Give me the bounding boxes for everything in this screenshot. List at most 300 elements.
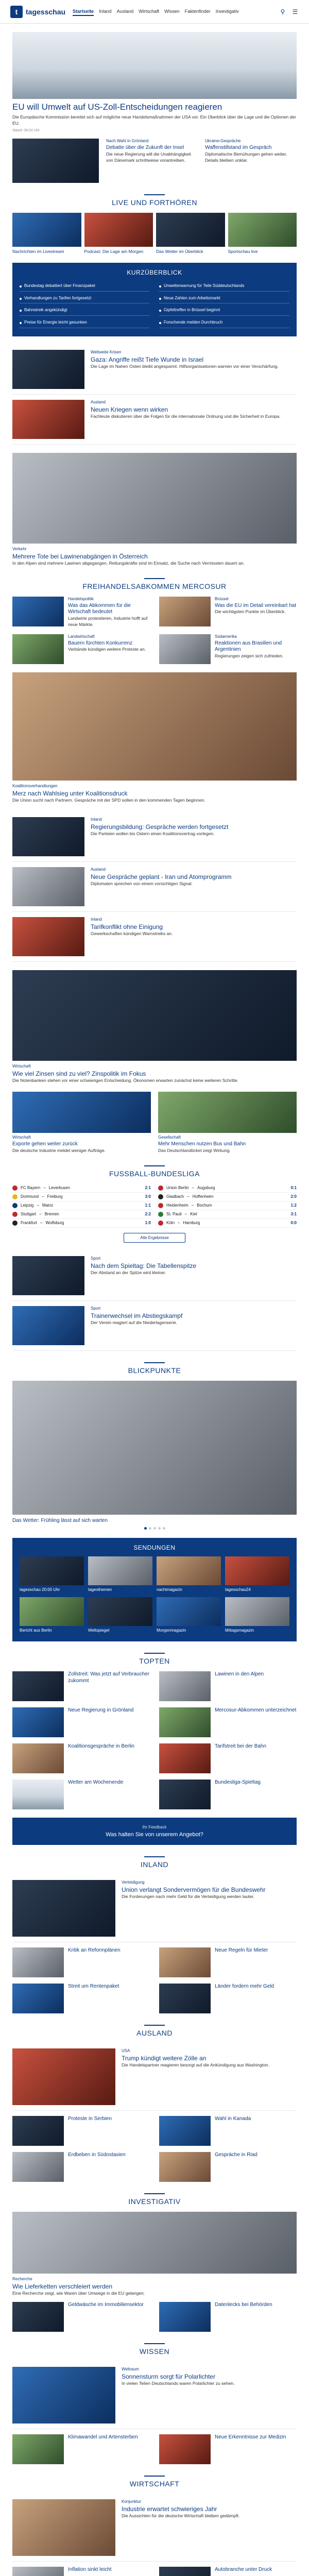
tile-image[interactable] xyxy=(159,1743,211,1773)
list-item-kicker: Ausland xyxy=(91,399,106,404)
short-item[interactable] xyxy=(159,306,289,316)
short-item[interactable] xyxy=(159,318,289,328)
list-item-title[interactable]: Neuen Kriegen wenn wirken xyxy=(91,405,168,413)
tile-title[interactable]: Zollstreit: Was jetzt auf Verbraucher zukommt xyxy=(68,1671,150,1684)
nav-item[interactable]: Inland xyxy=(99,8,112,14)
logo-text: tagesschau xyxy=(26,7,66,16)
list-item-title[interactable]: Sonnensturm sorgt für Polarlichter xyxy=(122,2373,216,2380)
football-results xyxy=(12,1184,297,1228)
short-overview-title: KURZÜBERBLICK xyxy=(127,268,182,276)
tile-image[interactable] xyxy=(159,634,211,664)
short-item[interactable] xyxy=(159,281,289,292)
wissen-title xyxy=(12,2343,297,2355)
live-card[interactable] xyxy=(156,213,225,255)
tile[interactable] xyxy=(159,2302,297,2332)
carousel-dots[interactable] xyxy=(12,1527,297,1530)
tile-image[interactable] xyxy=(159,1984,211,2013)
lead-title[interactable]: Merz nach Wahlsieg unter Koalitionsdruck xyxy=(12,789,128,797)
match-score: 2:0 xyxy=(290,1194,297,1199)
tile-image[interactable] xyxy=(159,2567,211,2576)
sub-story[interactable] xyxy=(106,139,198,183)
football-title-text: FUSSBALL-BUNDESLIGA xyxy=(109,1169,200,1178)
show-card[interactable] xyxy=(225,1556,289,1592)
wire-kicker: Wirtschaft xyxy=(12,1063,31,1069)
teaser-card-image[interactable] xyxy=(158,1092,297,1133)
show-card[interactable] xyxy=(20,1556,84,1592)
list-item-image[interactable] xyxy=(12,2048,115,2105)
nav-item[interactable]: Faktenfinder xyxy=(184,8,211,14)
live-card[interactable] xyxy=(84,213,153,255)
home-team: FC Bayern xyxy=(21,1185,41,1191)
live-card-image[interactable] xyxy=(228,213,297,247)
tile-image[interactable] xyxy=(12,1743,64,1773)
match-score: 0:0 xyxy=(290,1221,297,1226)
football-column xyxy=(12,1184,151,1228)
home-team: Dortmund xyxy=(21,1194,39,1199)
top-story[interactable] xyxy=(12,32,297,132)
tile[interactable] xyxy=(12,2567,150,2576)
list-item-title[interactable]: Union verlangt Sondervermögen für die Bundeswehr xyxy=(122,1886,266,1894)
match-row[interactable]: St. Pauli – Kiel 3:1 xyxy=(158,1210,297,1219)
list-item-kicker: Inland xyxy=(91,917,102,922)
investigativ-lead-title[interactable]: Wie Lieferketten verschleiert werden xyxy=(12,2283,113,2291)
tile[interactable] xyxy=(12,2152,150,2182)
tile-title[interactable]: Neue Erkenntnisse zur Medizin xyxy=(215,2434,286,2440)
tile[interactable] xyxy=(159,1947,297,1977)
tile-image[interactable] xyxy=(159,2434,211,2464)
list-item-image[interactable] xyxy=(12,1256,84,1295)
list-item-image[interactable] xyxy=(12,400,84,439)
tile-title[interactable]: Tarifstreit bei der Bahn xyxy=(215,1743,267,1750)
tile[interactable] xyxy=(159,634,297,664)
sport-news xyxy=(12,1251,297,1351)
list-item-title[interactable]: Trainerwechsel im Abstiegskampf xyxy=(91,1312,183,1319)
tile[interactable] xyxy=(12,597,150,628)
match-score: 2:1 xyxy=(145,1185,151,1191)
live-card-image[interactable] xyxy=(156,213,225,247)
list-item-teaser: Die Parteien wollen bis Ostern einen Koalitionsvertrag vorlegen. xyxy=(91,831,215,836)
nav-item[interactable]: Ausland xyxy=(116,8,134,14)
tile-title[interactable]: Streit um Rentenpaket xyxy=(68,1984,119,1990)
top-story-image[interactable] xyxy=(12,32,297,99)
tile-teaser: Regierungen zeigen sich zufrieden. xyxy=(215,653,284,658)
investigativ-kicker: Recherche xyxy=(12,2277,32,2282)
investigativ-image[interactable] xyxy=(12,2212,297,2274)
show-card[interactable] xyxy=(157,1556,221,1592)
tile-title[interactable]: Was die EU im Detail vereinbart hat xyxy=(215,602,297,608)
sub-story-title[interactable]: Waffenstillstand im Gespräch xyxy=(205,145,272,151)
wirtschaft-title xyxy=(12,2476,297,2488)
show-label: Weltspiegel xyxy=(88,1628,110,1633)
show-image[interactable] xyxy=(20,1556,84,1585)
tile[interactable] xyxy=(12,1780,150,1809)
tile[interactable] xyxy=(12,2434,150,2464)
tile[interactable] xyxy=(12,1984,150,2013)
short-item[interactable] xyxy=(20,294,150,304)
tile[interactable] xyxy=(159,597,297,628)
tile-image[interactable] xyxy=(12,2567,64,2576)
tile[interactable] xyxy=(159,2116,297,2146)
sub-story-kicker: Ukraine-Gespräche xyxy=(205,139,241,144)
tile-image[interactable] xyxy=(12,1984,64,2013)
tile-title[interactable]: Neue Regierung in Grönland xyxy=(68,1707,134,1714)
home-team: Union Berlin xyxy=(166,1185,189,1191)
live-card[interactable] xyxy=(228,213,297,255)
tile-image[interactable] xyxy=(12,1671,64,1701)
tile[interactable] xyxy=(159,1671,297,1701)
list-item-kicker: Sport xyxy=(91,1256,101,1261)
feature-story[interactable] xyxy=(12,453,297,567)
top-story-teaser: Die Europäische Kommission bereitet sich auf mögliche neue Handelsmaßnahmen der USA vor. Ein Überblick über die Lage und die Optionen der EU. xyxy=(12,114,296,126)
home-team: Heidenheim xyxy=(166,1203,188,1208)
match-row[interactable]: Gladbach – Hoffenheim 2:0 xyxy=(158,1193,297,1201)
short-item-text: Forschende melden Durchbruch xyxy=(164,320,223,325)
tile-title[interactable]: Geldwäsche im Immobiliensektor xyxy=(68,2302,144,2308)
list-item-teaser: Die Forderungen nach mehr Geld für die Verteidigung werden lauter. xyxy=(122,1894,254,1900)
feature-kicker: Verkehr xyxy=(12,546,27,551)
tile-title[interactable]: Länder fordern mehr Geld xyxy=(215,1984,274,1990)
short-item[interactable] xyxy=(20,281,150,292)
show-label: Bericht aus Berlin xyxy=(20,1628,52,1633)
sub-story-image[interactable] xyxy=(12,139,99,183)
tile-image[interactable] xyxy=(159,2152,211,2182)
away-team: Augsburg xyxy=(197,1185,215,1191)
show-card[interactable] xyxy=(157,1597,221,1633)
top-story-time: Stand: 09:24 Uhr xyxy=(12,129,40,133)
blick-title-text: BLICKPUNKTE xyxy=(128,1366,181,1375)
nav-item[interactable]: Startseite xyxy=(73,8,94,16)
list-item-image[interactable] xyxy=(12,1880,115,1937)
teaser-card[interactable] xyxy=(12,1092,151,1154)
shows-title: SENDUNGEN xyxy=(133,1544,176,1552)
tile-title[interactable]: Bundesliga-Spieltag xyxy=(215,1780,261,1786)
politics-title xyxy=(12,578,297,590)
sub-story-teaser: Die neue Regierung will die Unabhängigkeit von Dänemark schrittweise vorantreiben. xyxy=(106,151,191,163)
tile-image[interactable] xyxy=(12,2152,64,2182)
promo-title[interactable]: Was halten Sie von unserem Angebot? xyxy=(106,1832,203,1838)
tile-title[interactable]: Mercosur-Abkommen unterzeichnet xyxy=(215,1707,297,1714)
search-icon[interactable]: ⚲ xyxy=(280,8,285,15)
list-item-title[interactable]: Trump kündigt weitere Zölle an xyxy=(122,2055,207,2062)
sub-stories xyxy=(12,139,297,183)
politics-grid xyxy=(12,597,297,664)
tile-image[interactable] xyxy=(159,1780,211,1809)
home-team: St. Pauli xyxy=(166,1212,182,1217)
ausland-grid xyxy=(12,2116,297,2182)
feature-title[interactable]: Mehrere Tote bei Lawinenabgängen in Österreich xyxy=(12,552,148,560)
list-item-kicker: Konjunktur xyxy=(122,2499,142,2504)
home-team: Gladbach xyxy=(166,1194,184,1199)
tile-image[interactable] xyxy=(12,1780,64,1809)
tile-title[interactable]: Gespräche in Riad xyxy=(215,2152,258,2158)
football-more-button[interactable]: Alle Ergebnisse xyxy=(124,1233,185,1243)
tile-image[interactable] xyxy=(159,1671,211,1701)
short-item-text: Gipfeltreffen in Brüssel beginnt xyxy=(164,308,220,313)
tile-image[interactable] xyxy=(12,634,64,664)
list-item-teaser: Die Lage im Nahen Osten bleibt angespannt. Hilfsorganisationen warnen vor einer Verschärfung. xyxy=(91,363,279,369)
top-stories-title xyxy=(12,1653,297,1665)
tile[interactable] xyxy=(159,1984,297,2013)
lead-image[interactable] xyxy=(12,672,297,781)
tile-title[interactable]: Wahl in Kanada xyxy=(215,2116,251,2122)
list-item[interactable] xyxy=(12,2043,297,2111)
list-item-image[interactable] xyxy=(12,2499,115,2556)
show-label: tagesschau 20:00 Uhr xyxy=(20,1587,60,1592)
away-team: Bremen xyxy=(44,1212,59,1217)
list-item-title[interactable]: Regierungsbildung: Gespräche werden fortgesetzt xyxy=(91,823,229,831)
tile[interactable] xyxy=(12,1947,150,1977)
lead-teaser: Die Union sucht nach Partnern. Gespräche mit der SPD sollen in den kommenden Tagen beginnen. xyxy=(12,797,205,803)
tile-image[interactable] xyxy=(159,597,211,626)
live-card-image[interactable] xyxy=(84,213,153,247)
nav-item[interactable]: Wirtschaft xyxy=(139,8,160,14)
inland-title-text: INLAND xyxy=(140,1860,169,1869)
blick-caption[interactable]: Das Wetter: Frühling lässt auf sich warten xyxy=(12,1517,108,1523)
list-item-teaser: Fachleute diskutieren über die Folgen für die internationale Ordnung und die Sicherheit in Europa. xyxy=(91,413,281,419)
list-item[interactable] xyxy=(12,1875,297,1942)
show-image[interactable] xyxy=(225,1597,289,1626)
match-row[interactable]: Köln – Hamburg 0:0 xyxy=(158,1219,297,1228)
tile-title[interactable]: Erdbeben in Südostasien xyxy=(68,2152,126,2158)
tile-image[interactable] xyxy=(12,1947,64,1977)
list-item-image[interactable] xyxy=(12,1306,84,1345)
tile-title[interactable]: Reaktionen aus Brasilien und Argentinien xyxy=(215,640,282,653)
match-row[interactable]: Heidenheim – Bochum 1:2 xyxy=(158,1201,297,1210)
tile-title[interactable]: Autobranche unter Druck xyxy=(215,2567,272,2572)
inland-title xyxy=(12,1856,297,1869)
list-item-image[interactable] xyxy=(12,867,84,906)
match-row[interactable]: Frankfurt – Wolfsburg 1:0 xyxy=(12,1219,151,1228)
tile-kicker: Südamerika xyxy=(215,634,237,639)
tile[interactable] xyxy=(12,1707,150,1737)
match-score: 1:0 xyxy=(145,1221,151,1226)
tile-title[interactable]: Wetter am Wochenende xyxy=(68,1780,124,1786)
home-team: Leipzig xyxy=(21,1203,34,1208)
teaser-card-image[interactable] xyxy=(12,1092,151,1133)
politics-title-text: FREIHANDELSABKOMMEN MERCOSUR xyxy=(82,582,227,590)
tile-kicker: Handelspolitik xyxy=(68,596,94,601)
list-item-title[interactable]: Tarifkonflikt ohne Einigung xyxy=(91,923,163,930)
list-item-title[interactable]: Neue Gespräche geplant - Iran und Atomprogramm xyxy=(91,873,232,880)
short-item-text: Bundestag debattiert über Finanzpaket xyxy=(24,283,95,288)
list-item-image[interactable] xyxy=(12,2367,115,2424)
live-card-image[interactable] xyxy=(12,213,81,247)
live-card-label[interactable]: Nachrichten im Livestream xyxy=(12,249,64,255)
show-image[interactable] xyxy=(20,1597,84,1626)
live-card-label[interactable]: Das Wetter im Überblick xyxy=(156,249,203,255)
blick-image[interactable] xyxy=(12,1381,297,1515)
list-item-teaser: Die Handelspartner reagieren besorgt auf die Ankündigung aus Washington. xyxy=(122,2062,269,2068)
tile-title[interactable]: Kritik an Reformplänen xyxy=(68,1947,121,1954)
list-item-image[interactable] xyxy=(12,817,84,856)
news-list xyxy=(12,345,297,445)
wire-story[interactable] xyxy=(12,970,297,1084)
home-team: Stuttgart xyxy=(21,1212,37,1217)
tile-image[interactable] xyxy=(159,1707,211,1737)
match-row[interactable]: Stuttgart – Bremen 2:2 xyxy=(12,1210,151,1219)
tile-title[interactable]: Lawinen in den Alpen xyxy=(215,1671,264,1677)
list-item-kicker: Sport xyxy=(91,1306,101,1311)
sub-story-title[interactable]: Debatte über die Zukunft der Insel xyxy=(106,145,184,151)
investigativ-grid xyxy=(12,2302,297,2332)
show-image[interactable] xyxy=(225,1556,289,1585)
live-section-title xyxy=(12,194,297,207)
away-team: Hamburg xyxy=(183,1221,200,1226)
list-item-kicker: Weltweite Krisen xyxy=(91,349,122,354)
tile-title[interactable]: Klimawandel und Artensterben xyxy=(68,2434,138,2440)
teaser-card-title[interactable]: Exporte gehen weiter zurück xyxy=(12,1141,78,1147)
match-score: 1:2 xyxy=(290,1203,297,1208)
wire-title[interactable]: Wie viel Zinsen sind zu viel? Zinspolitik im Fokus xyxy=(12,1070,146,1077)
match-row[interactable]: FC Bayern – Leverkusen 2:1 xyxy=(12,1184,151,1193)
list-item[interactable] xyxy=(12,1301,297,1351)
short-item-text: Preise für Energie leicht gesunken xyxy=(24,320,87,325)
tile[interactable] xyxy=(12,2116,150,2146)
tile-title[interactable]: Neue Regeln für Mieter xyxy=(215,1947,268,1954)
short-item[interactable] xyxy=(20,318,150,328)
list-item[interactable] xyxy=(12,912,297,962)
show-card[interactable] xyxy=(20,1597,84,1633)
tile[interactable] xyxy=(159,1707,297,1737)
top-stories-title-text: TOPTEN xyxy=(139,1657,170,1666)
tile[interactable] xyxy=(159,2434,297,2464)
sub-story[interactable] xyxy=(205,139,297,183)
show-label: tagesschau24 xyxy=(225,1587,251,1592)
tile[interactable] xyxy=(159,1743,297,1773)
tile-image[interactable] xyxy=(12,597,64,626)
tile[interactable] xyxy=(159,2152,297,2182)
tile-title[interactable]: Was das Abkommen für die Wirtschaft bedeutet xyxy=(68,602,131,615)
tile[interactable] xyxy=(12,634,150,664)
lead-story[interactable] xyxy=(12,672,297,804)
football-title xyxy=(12,1165,297,1178)
tile-title[interactable]: Bauern fürchten Konkurrenz xyxy=(68,640,133,646)
match-row[interactable]: Union Berlin – Augsburg 0:1 xyxy=(158,1184,297,1193)
away-team: Wolfsburg xyxy=(45,1221,64,1226)
list-item[interactable] xyxy=(12,1251,297,1301)
tile[interactable] xyxy=(159,1780,297,1809)
tile-teaser: Landwirte protestieren, Industrie hofft auf neue Märkte. xyxy=(68,615,148,627)
show-label: nachtmagazin xyxy=(157,1587,182,1592)
logo[interactable] xyxy=(10,6,65,18)
tile-image[interactable] xyxy=(159,2116,211,2146)
wirtschaft-title-text: WIRTSCHAFT xyxy=(129,2480,180,2488)
tile-image[interactable] xyxy=(12,2116,64,2146)
live-card-label[interactable]: Podcast: Die Lage am Morgen xyxy=(84,249,144,255)
header-icons xyxy=(279,8,299,15)
tile-teaser: Verbände kündigen weitere Proteste an. xyxy=(68,647,146,652)
list-item[interactable] xyxy=(12,812,297,862)
tile-image[interactable] xyxy=(159,2302,211,2332)
story-list xyxy=(12,812,297,962)
tile-kicker: Landwirtschaft xyxy=(68,634,95,639)
list-item-kicker: Ausland xyxy=(91,867,106,872)
list-item[interactable] xyxy=(12,2494,297,2562)
home-team: Frankfurt xyxy=(21,1221,38,1226)
short-item-text: Verhandlungen zu Tarifen fortgesetzt xyxy=(24,295,92,300)
list-item-kicker: Verteidigung xyxy=(122,1880,145,1885)
live-card-label[interactable]: Sportschau live xyxy=(228,249,258,255)
live-row xyxy=(12,213,297,255)
list-item[interactable] xyxy=(12,862,297,912)
logo-mark: t xyxy=(10,6,23,18)
tile-image[interactable] xyxy=(12,2302,64,2332)
top-story-title[interactable]: EU will Umwelt auf US-Zoll-Entscheidungen reagieren xyxy=(12,102,222,112)
show-image[interactable] xyxy=(157,1597,221,1626)
top-story-meta xyxy=(12,129,297,132)
list-item-teaser: Der Abstand an der Spitze wird kleiner. xyxy=(91,1269,166,1275)
match-row[interactable]: Dortmund – Freiburg 3:0 xyxy=(12,1193,151,1201)
match-score: 2:2 xyxy=(145,1212,151,1217)
sub-story-kicker: Nach Wahl in Grönland xyxy=(106,139,149,144)
wirtschaft-grid xyxy=(12,2567,297,2576)
wire-image[interactable] xyxy=(12,970,297,1061)
short-item[interactable] xyxy=(159,294,289,304)
tile-title[interactable]: Inflation sinkt leicht xyxy=(68,2567,112,2572)
nav-item[interactable]: Investigativ xyxy=(215,8,239,14)
inland-grid xyxy=(12,1947,297,2013)
tile[interactable] xyxy=(12,1671,150,1701)
tile[interactable] xyxy=(12,2302,150,2332)
tile[interactable] xyxy=(12,1743,150,1773)
list-item-image[interactable] xyxy=(12,917,84,956)
show-image[interactable] xyxy=(88,1556,152,1585)
show-label: Mittagsmagazin xyxy=(225,1628,254,1633)
list-item-title[interactable]: Nach dem Spieltag: Die Tabellenspitze xyxy=(91,1262,197,1269)
list-item[interactable] xyxy=(12,2362,297,2429)
match-score: 0:1 xyxy=(290,1185,297,1191)
feedback-promo[interactable] xyxy=(12,1818,297,1845)
tile-title[interactable]: Datenlecks bei Behörden xyxy=(215,2302,272,2308)
list-item[interactable] xyxy=(12,345,297,395)
teaser-card-title[interactable]: Mehr Menschen nutzen Bus und Bahn xyxy=(158,1141,246,1147)
tile-image[interactable] xyxy=(159,1947,211,1977)
match-score: 3:1 xyxy=(290,1212,297,1217)
show-image[interactable] xyxy=(88,1597,152,1626)
short-overview-grid xyxy=(20,281,289,328)
short-item-text: Neue Zahlen zum Arbeitsmarkt xyxy=(164,295,220,300)
tile[interactable] xyxy=(159,2567,297,2576)
shows-box xyxy=(12,1538,297,1641)
show-card[interactable] xyxy=(88,1597,152,1633)
lead-kicker: Koalitionsverhandlungen xyxy=(12,783,58,788)
short-item[interactable] xyxy=(20,306,150,316)
teaser-card[interactable] xyxy=(158,1092,297,1154)
short-item-text: Bahnstreik angekündigt xyxy=(24,308,67,313)
list-item-kicker: USA xyxy=(122,2048,130,2054)
feature-image[interactable] xyxy=(12,453,297,544)
match-row[interactable]: Leipzig – Mainz 1:1 xyxy=(12,1201,151,1210)
show-card[interactable] xyxy=(225,1597,289,1633)
list-item[interactable] xyxy=(12,395,297,445)
tile-title[interactable]: Proteste in Serbien xyxy=(68,2116,112,2122)
nav-item[interactable]: Wissen xyxy=(164,8,180,14)
tile-image[interactable] xyxy=(12,1707,64,1737)
list-item-image[interactable] xyxy=(12,350,84,389)
shows-grid xyxy=(20,1556,289,1633)
list-item-teaser: Die Aussichten für die deutsche Wirtschaft bleiben gedämpft. xyxy=(122,2513,240,2518)
show-card[interactable] xyxy=(88,1556,152,1592)
tile-image[interactable] xyxy=(12,2434,64,2464)
investigativ-title-text: INVESTIGATIV xyxy=(128,2197,181,2206)
menu-icon[interactable]: ☰ xyxy=(292,8,298,15)
away-team: Kiel xyxy=(190,1212,197,1217)
live-card[interactable] xyxy=(12,213,81,255)
show-image[interactable] xyxy=(157,1556,221,1585)
tile-title[interactable]: Koalitionsgespräche in Berlin xyxy=(68,1743,134,1750)
list-item-title[interactable]: Industrie erwartet schwieriges Jahr xyxy=(122,2505,217,2513)
list-item-title[interactable]: Gaza: Angriffe reißt Tiefe Wunde in Israel xyxy=(91,355,203,363)
